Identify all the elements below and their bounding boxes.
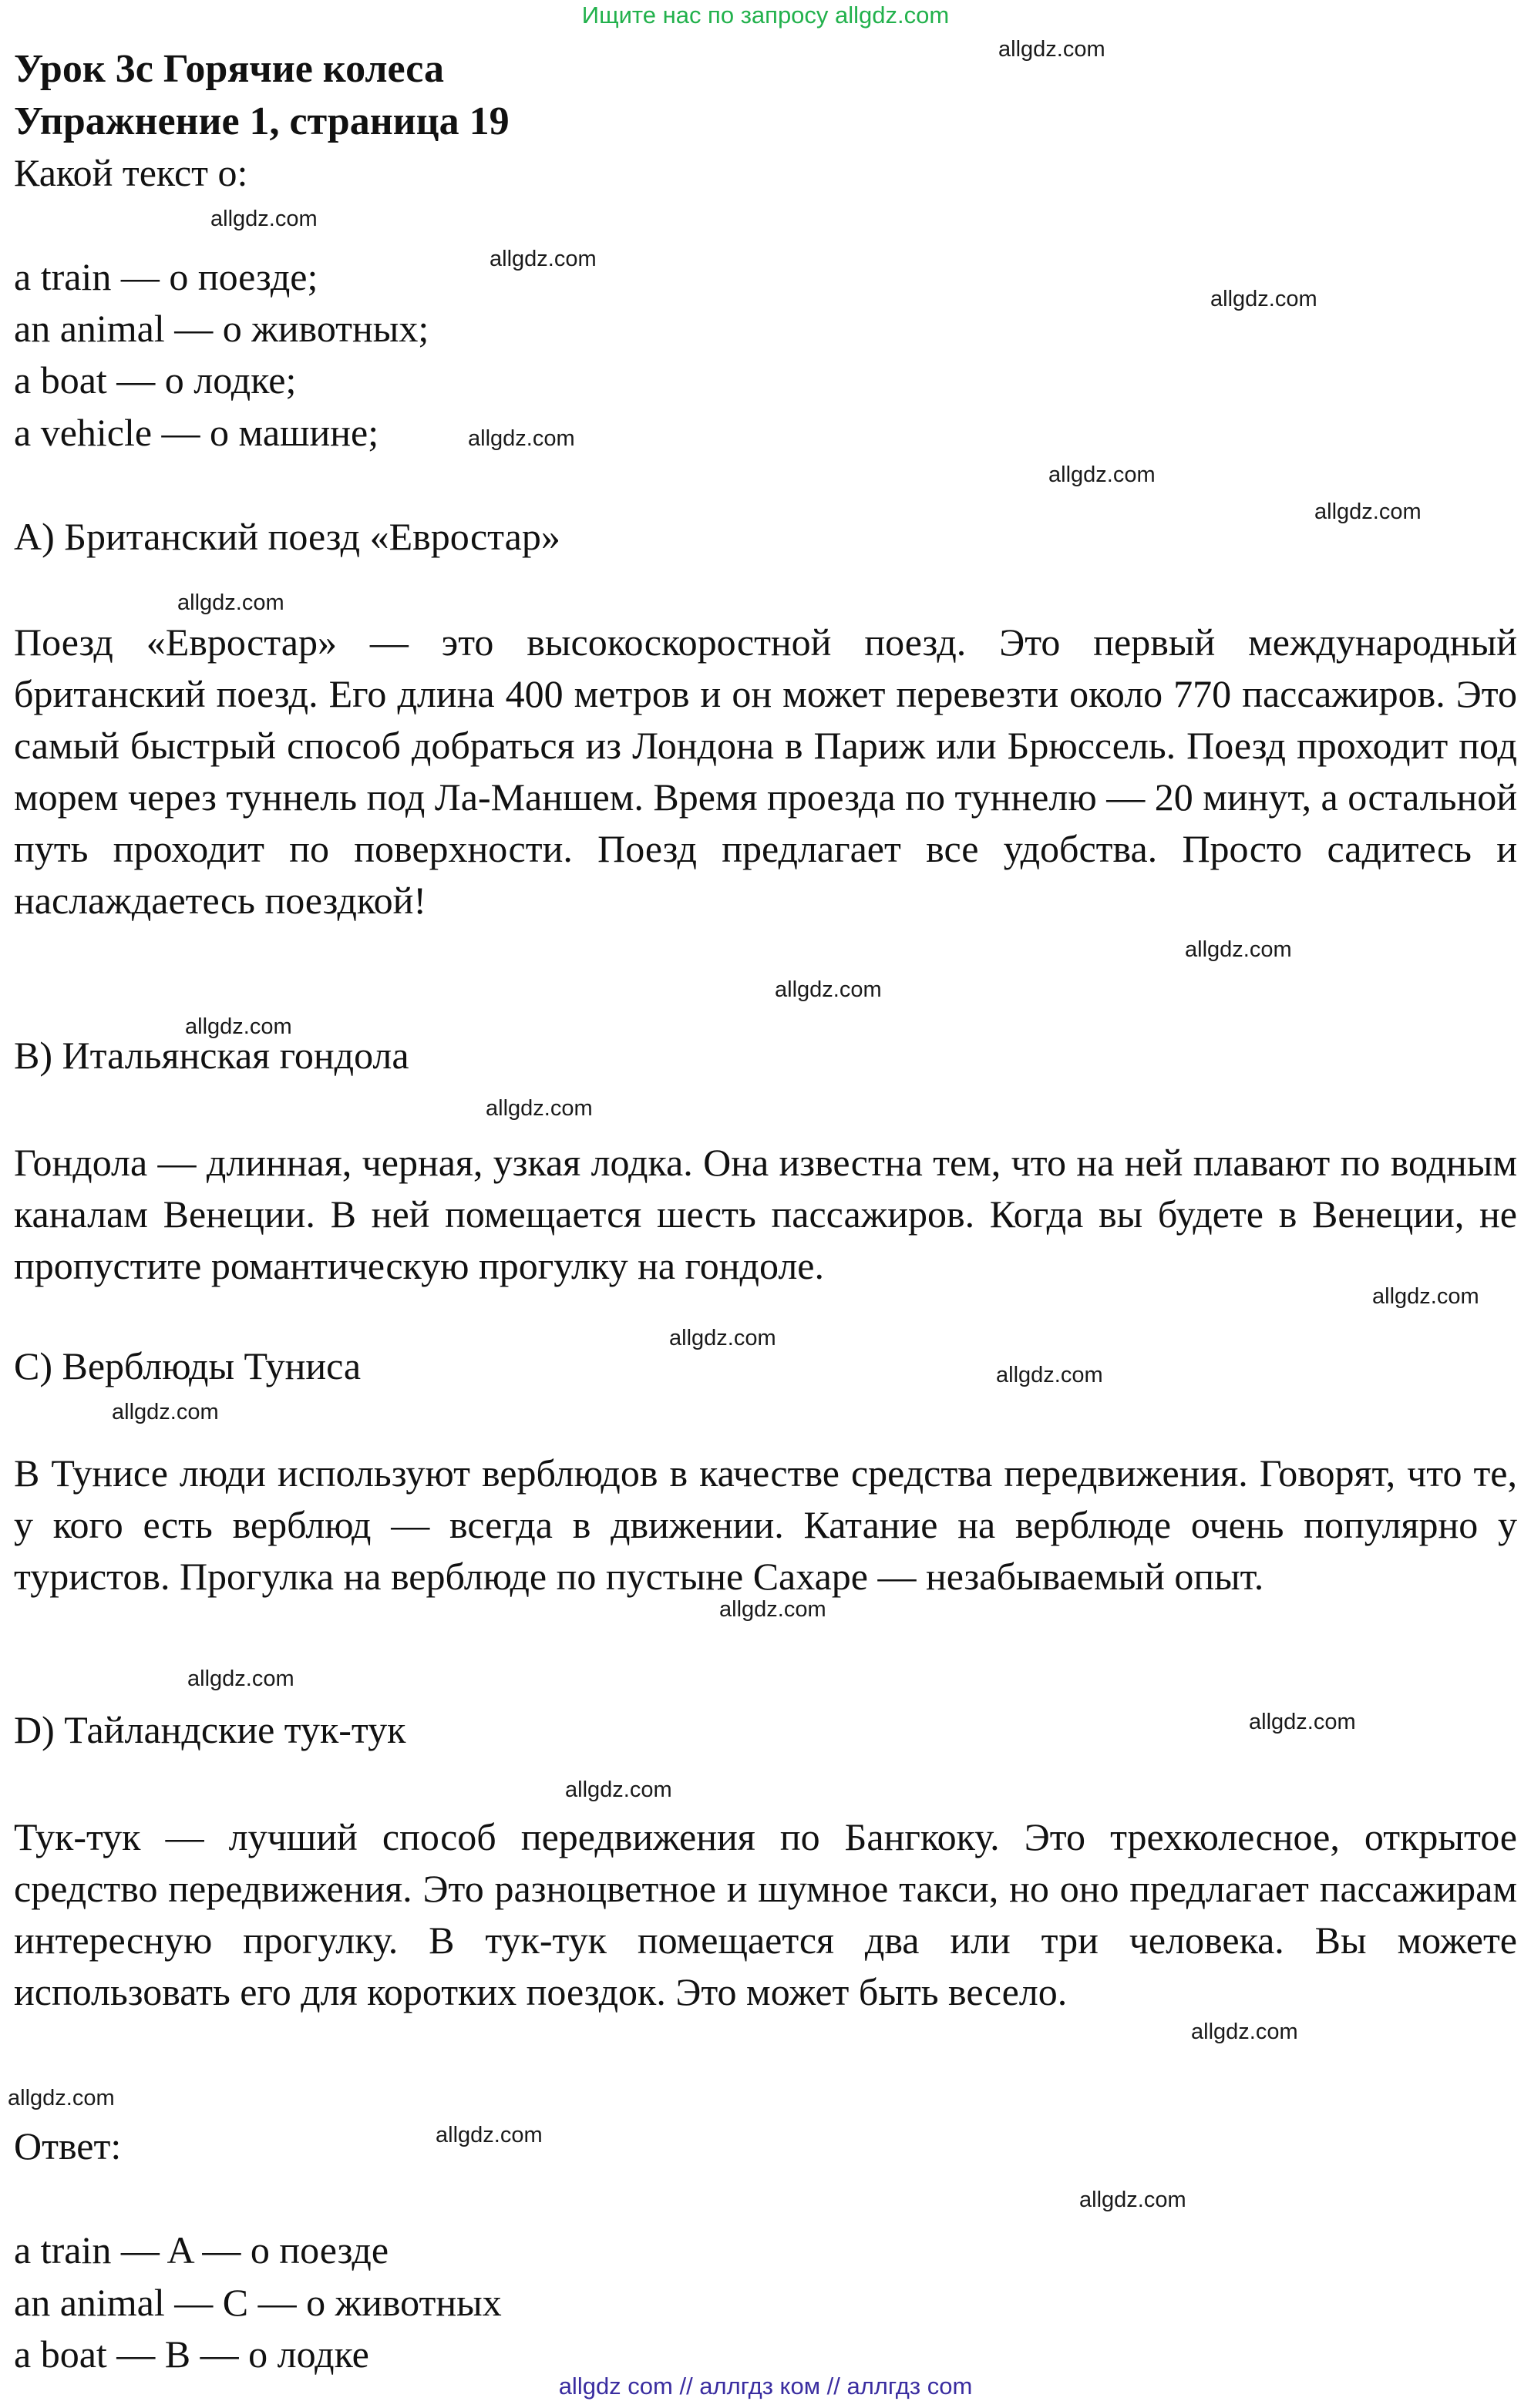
answer-label: Ответ: xyxy=(14,2124,122,2168)
watermark[interactable]: allgdz.com xyxy=(1191,2020,1298,2044)
watermark[interactable]: allgdz.com xyxy=(112,1400,219,1424)
watermark[interactable]: allgdz.com xyxy=(185,1014,292,1039)
watermark[interactable]: allgdz.com xyxy=(1314,499,1422,524)
watermark[interactable]: allgdz.com xyxy=(669,1326,776,1350)
watermark[interactable]: allgdz.com xyxy=(775,977,882,1002)
watermark[interactable]: allgdz.com xyxy=(998,37,1105,62)
watermark[interactable]: allgdz.com xyxy=(177,590,284,615)
top-banner[interactable]: Ищите нас по запросу allgdz.com xyxy=(581,2,950,29)
option-train: a train — о поезде; xyxy=(14,255,318,298)
watermark[interactable]: allgdz.com xyxy=(1079,2188,1186,2212)
exercise-title: Упражнение 1, страница 19 xyxy=(14,99,510,143)
watermark[interactable]: allgdz.com xyxy=(210,207,318,231)
section-d-text: Тук-тук — лучший способ передвижения по Бангкоку. Это трехколесное, открытое средство передвижения. Это разноцветное и шумное такси, но оно предлагает пассажирам интересную прогулку. В тук-тук помещается два или три человека. Вы можете использовать его для коротких поездок. Это может быть весело. xyxy=(14,1815,1517,2013)
watermark[interactable]: allgdz.com xyxy=(490,247,597,271)
section-b-heading: B) Итальянская гондола xyxy=(14,1034,409,1077)
answer-animal: an animal — C — о животных xyxy=(14,2281,502,2324)
watermark[interactable]: allgdz.com xyxy=(996,1363,1103,1387)
answer-boat: a boat — B — о лодке xyxy=(14,2332,369,2376)
section-d-heading: D) Тайландские тук-тук xyxy=(14,1708,406,1751)
watermark[interactable]: allgdz.com xyxy=(1372,1284,1479,1309)
watermark[interactable]: allgdz.com xyxy=(1210,287,1317,311)
watermark[interactable]: allgdz.com xyxy=(468,426,575,451)
section-c-heading: C) Верблюды Туниса xyxy=(14,1344,362,1387)
option-animal: an animal — о животных; xyxy=(14,307,429,350)
watermark[interactable]: allgdz.com xyxy=(565,1777,672,1802)
answer-train: a train — A — о поезде xyxy=(14,2228,389,2272)
section-a-heading: A) Британский поезд «Евростар» xyxy=(14,515,560,558)
lesson-title: Урок 3c Горячие колеса xyxy=(14,47,444,91)
watermark[interactable]: allgdz.com xyxy=(486,1096,593,1121)
watermark[interactable]: allgdz.com xyxy=(719,1597,826,1622)
watermark[interactable]: allgdz.com xyxy=(1185,937,1292,962)
section-c-text: В Тунисе люди используют верблюдов в качестве средства передвижения. Говорят, что те, у кого есть верблюд — всегда в движении. Катание на верблюде очень популярно у туристов. Прогулка на верблюде по пустыне Сахаре — незабываемый опыт. xyxy=(14,1451,1517,1598)
section-a-text: Поезд «Евростар» — это высокоскоростной поезд. Это первый международный британский поезд. Его длина 400 метров и он может перевезти около 770 пассажиров. Это самый быстрый способ добраться из Лондона в Париж или Брюссель. Поезд проходит под морем через туннель под Ла-Маншем. Время проезда по туннелю — 20 минут, а остальной путь проходит по поверхности. Поезд предлагает все удобства. Просто садитесь и наслаждаетесь поездкой! xyxy=(14,620,1517,922)
option-boat: a boat — о лодке; xyxy=(14,358,297,402)
section-b-text: Гондола — длинная, черная, узкая лодка. Она известна тем, что на ней плавают по водным каналам Венеции. В ней помещается шесть пассажиров. Когда вы будете в Венеции, не пропустите романтическую прогулку на гондоле. xyxy=(14,1141,1517,1287)
watermark[interactable]: allgdz.com xyxy=(8,2086,115,2110)
question-text: Какой текст о: xyxy=(14,151,248,194)
option-vehicle: a vehicle — о машине; xyxy=(14,411,379,454)
bottom-banner[interactable]: allgdz com // аллгдз ком // аллгдз com xyxy=(558,2373,973,2400)
watermark[interactable]: allgdz.com xyxy=(436,2123,543,2147)
watermark[interactable]: allgdz.com xyxy=(1048,462,1156,487)
watermark[interactable]: allgdz.com xyxy=(1249,1710,1356,1734)
watermark[interactable]: allgdz.com xyxy=(187,1666,294,1691)
